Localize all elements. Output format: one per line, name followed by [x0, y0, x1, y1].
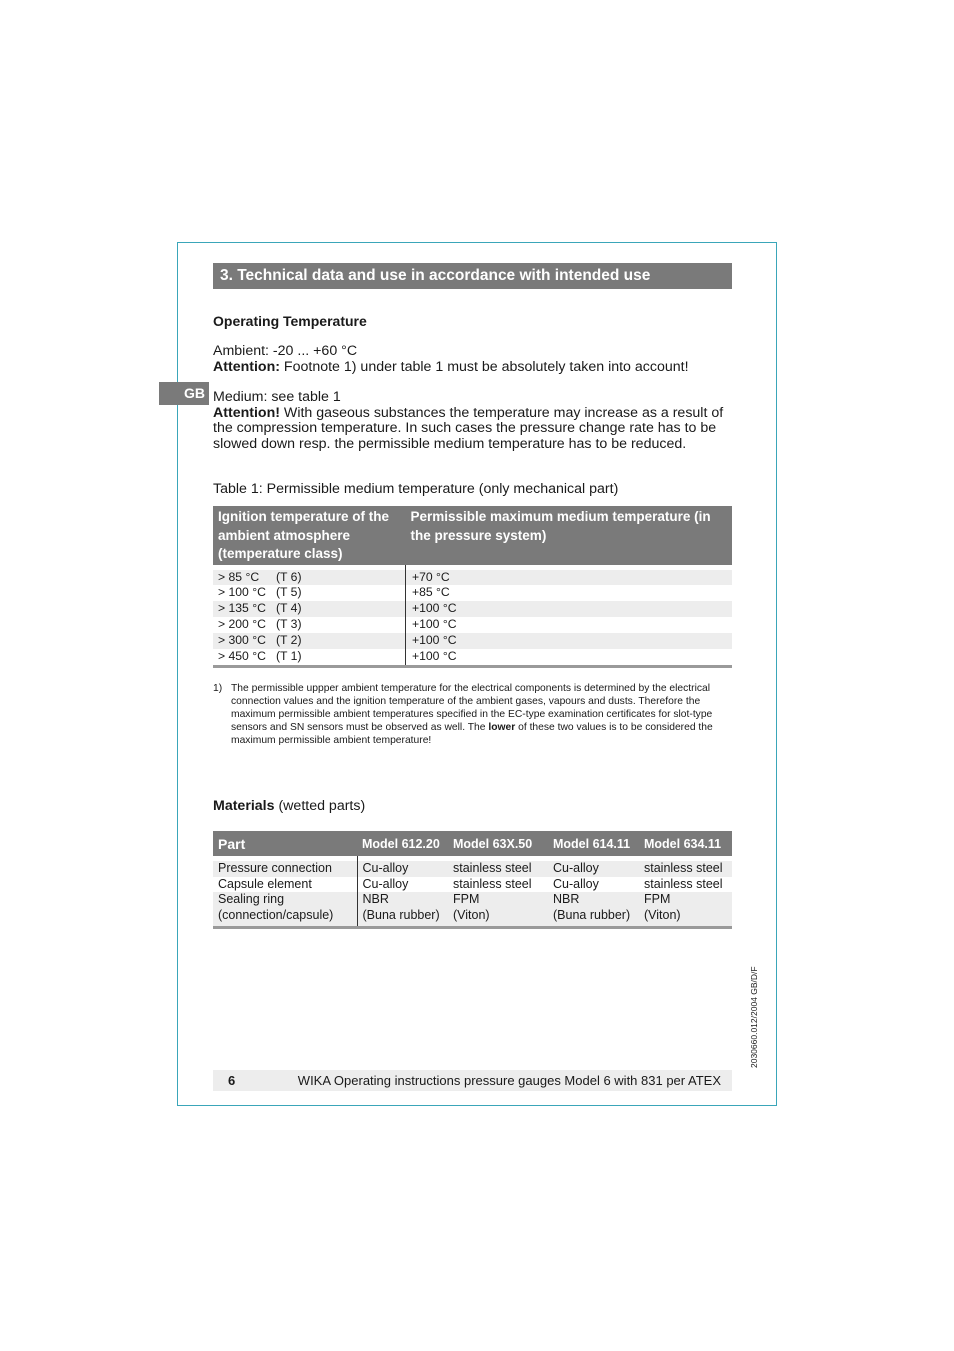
table-row: [213, 617, 732, 633]
medium-line: Medium: see table 1: [213, 389, 341, 405]
table-row: [213, 861, 732, 877]
material-cell: Cu-alloy: [553, 876, 599, 891]
operating-temperature-heading: Operating Temperature: [213, 313, 367, 329]
table-row: [213, 892, 732, 908]
materials-table: [213, 831, 732, 929]
material-cell: Cu-alloy: [362, 876, 409, 891]
material-cell: stainless steel: [644, 876, 723, 891]
ignition-cell: > 200 °C (T 3): [213, 617, 406, 633]
part-cell: Pressure connection: [213, 861, 357, 877]
footnote-text: The permissible uppper ambient temperature for the electrical components is determined by the electrical connection values and the ignition temperature of the ambient gases, vapours and dusts. Therefore the maximum permissible ambient temperatures specified in the EC-type examination certificates for slot-type sensors and SN sensors must be observed as well. The lower of these two values is to be considered the maximum permissible ambient temperature!: [231, 683, 713, 746]
material-cell: (Buna rubber): [357, 908, 448, 928]
material-cell: FPM: [448, 892, 548, 908]
material-cell: FPM: [639, 892, 732, 908]
material-cell: stainless steel: [448, 861, 548, 877]
header-model: Model 634.11: [639, 831, 732, 856]
ignition-cell: > 100 °C (T 5): [213, 585, 406, 601]
material-cell: NBR: [357, 892, 448, 908]
part-cell: Sealing ring: [213, 892, 357, 908]
footnote-number: 1): [213, 683, 223, 694]
ignition-cell: > 85 °C (T 6): [213, 570, 406, 586]
material-cell: stainless steel: [453, 876, 532, 891]
table-row: [213, 633, 732, 649]
header-ignition: Ignition temperature of the ambient atmosphere (temperature class): [213, 506, 406, 565]
footer-text: WIKA Operating instructions pressure gauges Model 6 with 831 per ATEX: [297, 1073, 721, 1088]
table-header-row: [213, 831, 732, 856]
max-temp-cell: +85 °C: [412, 585, 450, 600]
ambient-line: Ambient: -20 ... +60 °C: [213, 343, 358, 359]
material-cell: (Viton): [448, 908, 548, 928]
max-temp-cell: +100 °C: [412, 617, 457, 632]
ignition-cell: > 135 °C (T 4): [213, 601, 406, 617]
table-row: [213, 570, 732, 586]
ignition-cell: > 450 °C (T 1): [213, 649, 406, 666]
part-cell: Capsule element: [213, 877, 357, 893]
document-code: 2030660.012/2004 GB/D/F: [749, 966, 759, 1068]
language-tab: GB: [159, 382, 209, 405]
materials-heading: Materials (wetted parts): [213, 798, 366, 814]
header-model: Model 612.20: [357, 831, 448, 856]
header-part: Part: [213, 831, 357, 856]
table-header-row: [213, 506, 732, 565]
table1-wrapper: [213, 506, 732, 668]
header-model: Model 614.11: [548, 831, 639, 856]
attention-label: Attention!: [213, 404, 280, 421]
material-cell: Cu-alloy: [357, 861, 448, 877]
material-cell: (Buna rubber): [548, 908, 639, 928]
table-row: [213, 877, 732, 893]
table-row: [213, 649, 732, 666]
attention-ambient: [213, 360, 732, 376]
header-model: Model 63X.50: [448, 831, 548, 856]
table-row: [213, 908, 732, 928]
ambient-paragraph: [213, 344, 732, 375]
max-temp-cell: +70 °C: [406, 570, 733, 586]
footnote: [213, 683, 732, 748]
attention-text: With gaseous substances the temperature may increase as a result of the compression temperature. In such cases the pressure change rate has to be slowed down resp. the permissible medium temperature has to be reduced.: [213, 404, 724, 452]
ignition-cell: > 300 °C (T 2): [213, 633, 406, 649]
attention-label: Attention:: [213, 358, 280, 375]
table-row: [213, 585, 732, 601]
material-cell: NBR: [548, 892, 639, 908]
attention-medium: [213, 406, 732, 453]
header-max-medium: Permissible maximum medium temperature (in the pressure system): [406, 506, 733, 565]
table-row: [213, 601, 732, 617]
medium-paragraph: [213, 390, 732, 452]
page-number: 6: [228, 1073, 236, 1088]
materials-wrapper: [213, 831, 732, 929]
material-cell: (Viton): [639, 908, 732, 928]
table1-caption: Table 1: Permissible medium temperature (only mechanical part): [213, 481, 619, 497]
max-temp-cell: +100 °C: [406, 601, 733, 617]
part-cell: (connection/capsule): [213, 908, 357, 928]
page-footer: [213, 1070, 732, 1091]
material-cell: stainless steel: [639, 861, 732, 877]
max-temp-cell: +100 °C: [412, 649, 457, 664]
attention-text: Footnote 1) under table 1 must be absolutely taken into account!: [279, 358, 689, 375]
temperature-table: [213, 506, 732, 668]
material-cell: Cu-alloy: [548, 861, 639, 877]
max-temp-cell: +100 °C: [406, 633, 733, 649]
section-title: 3. Technical data and use in accordance with intended use: [213, 263, 732, 289]
